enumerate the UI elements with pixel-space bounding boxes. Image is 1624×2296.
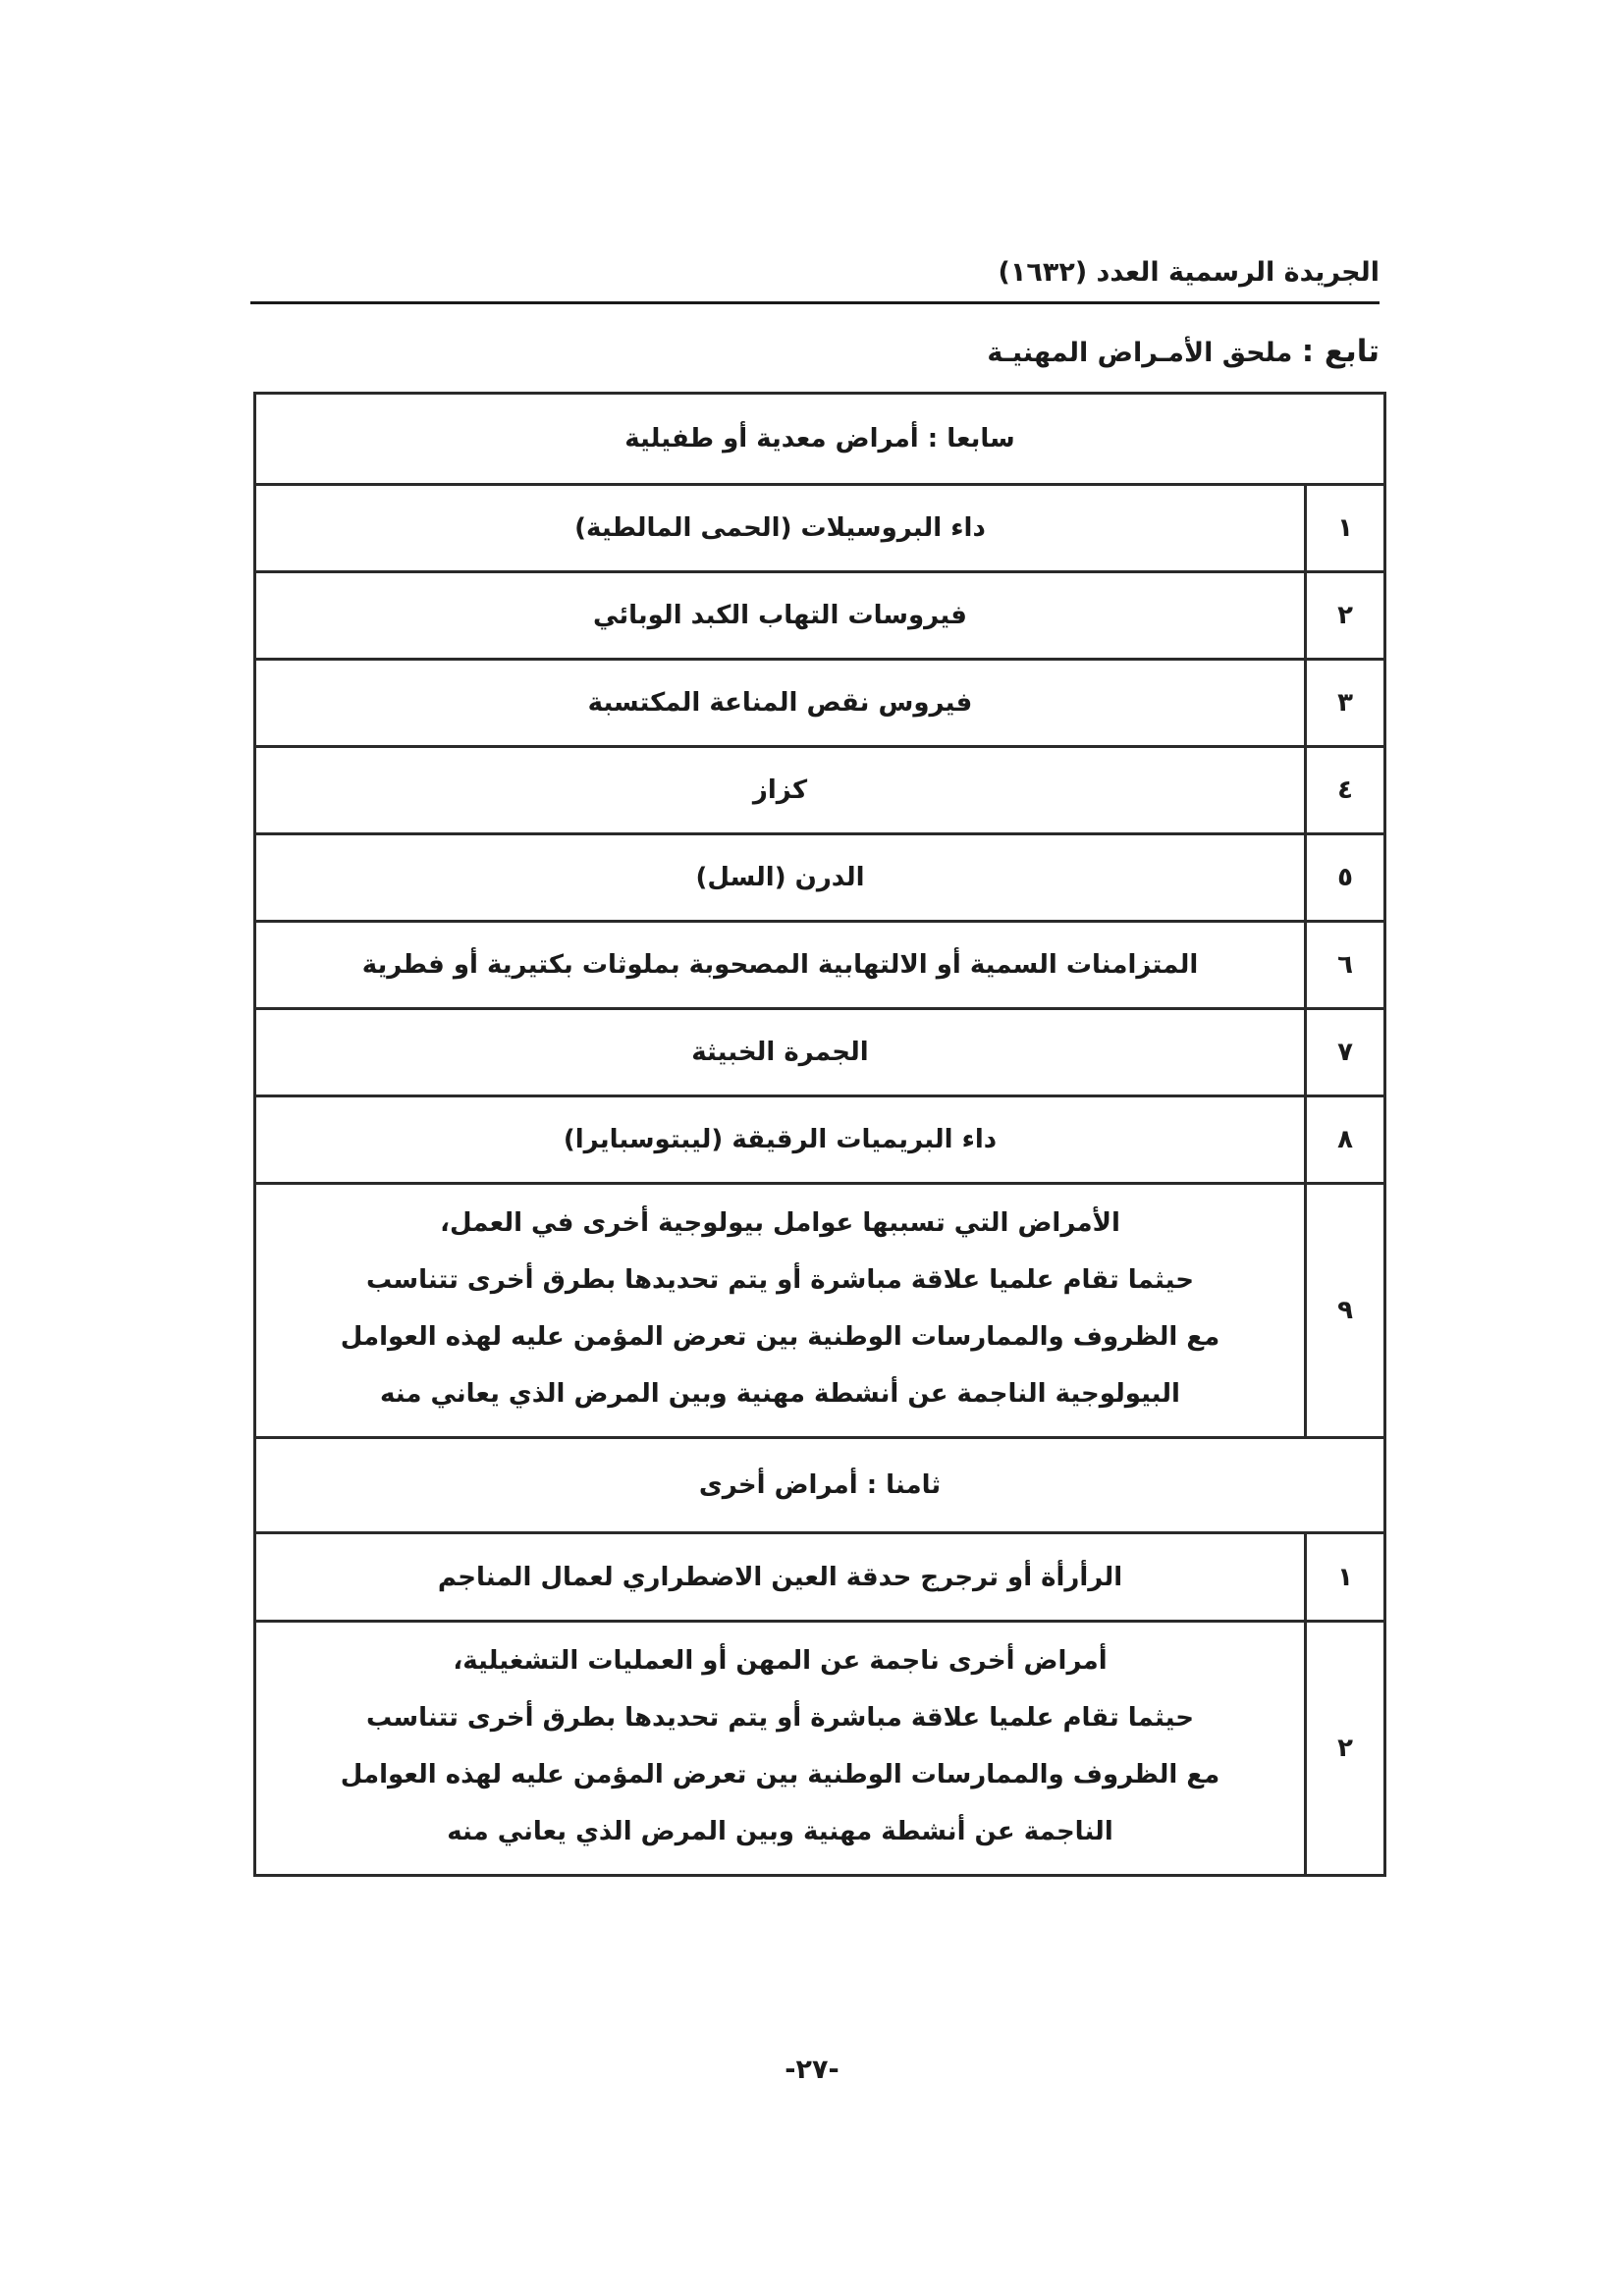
section-seven-title: سابعا : أمراض معدية أو طفيلية	[255, 394, 1385, 485]
description-line: مع الظروف والممارسات الوطنية بين تعرض المؤمن عليه لهذه العوامل	[340, 1760, 1220, 1789]
row-description: المتزامنات السمية أو الالتهابية المصحوبة بملوثات بكتيرية أو فطرية	[255, 922, 1306, 1009]
page-number: -٢٧-	[785, 2055, 839, 2085]
table-row	[255, 1009, 1385, 1096]
description-line: الأمراض التي تسببها عوامل بيولوجية أخرى في العمل،	[440, 1208, 1120, 1238]
annex-subtitle	[250, 334, 1380, 369]
row-number: ٥	[1306, 834, 1385, 922]
table-row	[255, 1184, 1385, 1438]
table-row	[255, 922, 1385, 1009]
diseases-table	[253, 392, 1386, 1877]
page-header	[250, 257, 1380, 304]
row-description: كزاز	[255, 747, 1306, 834]
row-description: الدرن (السل)	[255, 834, 1306, 922]
description-line: مع الظروف والممارسات الوطنية بين تعرض المؤمن عليه لهذه العوامل	[340, 1322, 1220, 1352]
row-description: فيروس نقص المناعة المكتسبة	[255, 660, 1306, 747]
row-description	[255, 1622, 1306, 1876]
row-number: ٩	[1306, 1184, 1385, 1438]
table-row	[255, 485, 1385, 572]
row-description: الجمرة الخبيثة	[255, 1009, 1306, 1096]
row-number: ٣	[1306, 660, 1385, 747]
row-number: ٦	[1306, 922, 1385, 1009]
gazette-title: الجريدة الرسمية العدد (١٦٣٢)	[998, 257, 1380, 288]
row-description: داء البريميات الرقيقة (ليبتوسبايرا)	[255, 1096, 1306, 1184]
table-row	[255, 834, 1385, 922]
row-number: ٧	[1306, 1009, 1385, 1096]
table-row	[255, 572, 1385, 660]
subtitle-text: ملحق الأمـراض المهنيـة	[987, 338, 1293, 368]
section-eight-title: ثامنا : أمراض أخرى	[255, 1438, 1385, 1533]
row-number: ٤	[1306, 747, 1385, 834]
section-header-row	[255, 394, 1385, 485]
table-row	[255, 1622, 1385, 1876]
table-row	[255, 1096, 1385, 1184]
subtitle-lead: تابع :	[1301, 334, 1380, 369]
row-number: ١	[1306, 485, 1385, 572]
row-description: فيروسات التهاب الكبد الوبائي	[255, 572, 1306, 660]
row-number: ٢	[1306, 572, 1385, 660]
row-number: ١	[1306, 1533, 1385, 1622]
row-description: الرأرأة أو ترجرج حدقة العين الاضطراري لعمال المناجم	[255, 1533, 1306, 1622]
section-header-row	[255, 1438, 1385, 1533]
table-row	[255, 1533, 1385, 1622]
row-number: ٨	[1306, 1096, 1385, 1184]
description-line: الناجمة عن أنشطة مهنية وبين المرض الذي يعاني منه	[447, 1817, 1113, 1846]
description-line: البيولوجية الناجمة عن أنشطة مهنية وبين المرض الذي يعاني منه	[380, 1379, 1180, 1409]
row-description: داء البروسيلات (الحمى المالطية)	[255, 485, 1306, 572]
row-number: ٢	[1306, 1622, 1385, 1876]
row-description	[255, 1184, 1306, 1438]
table-row	[255, 660, 1385, 747]
table-row	[255, 747, 1385, 834]
description-line: حيثما تقام علميا علاقة مباشرة أو يتم تحديدها بطرق أخرى تتناسب	[366, 1265, 1194, 1295]
description-line: حيثما تقام علميا علاقة مباشرة أو يتم تحديدها بطرق أخرى تتناسب	[366, 1703, 1194, 1733]
description-line: أمراض أخرى ناجمة عن المهن أو العمليات التشغيلية،	[453, 1646, 1108, 1676]
